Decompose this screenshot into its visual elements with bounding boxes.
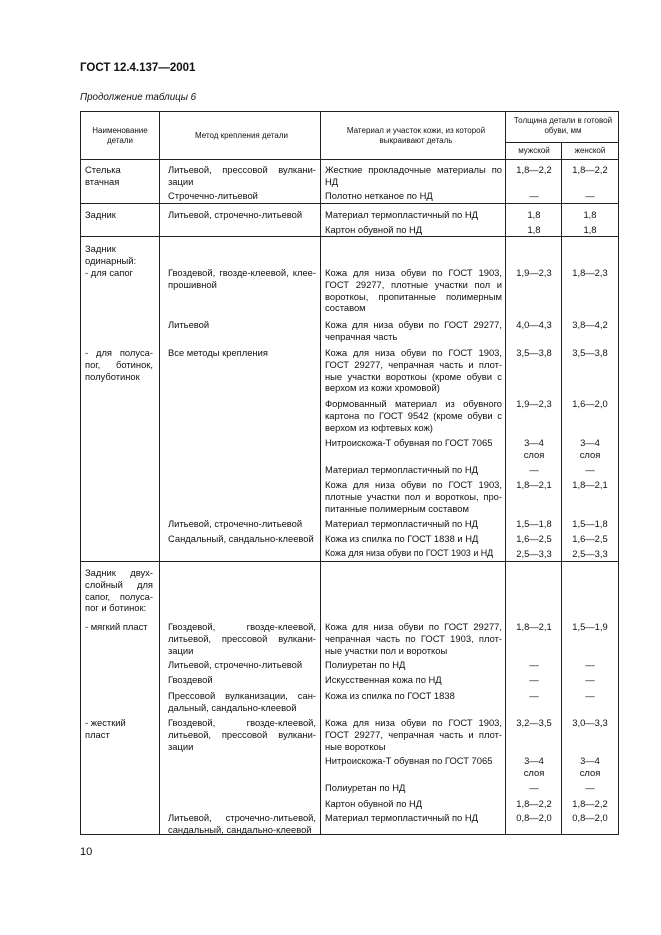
row-name: Задник двух-слойный для сапог, полуса-пог и ботинок: [85, 567, 153, 614]
row-thickness-female: 3—4 слоя [579, 437, 601, 460]
col-divider [561, 142, 562, 834]
row-thickness-male: 1,5—1,8 [516, 518, 552, 529]
col-divider [320, 112, 321, 834]
row-thickness-female: 1,8 [583, 209, 597, 220]
row-name: - для сапог [85, 267, 133, 278]
row-thickness-male: 1,9—2,3 [516, 398, 552, 409]
row-thickness-male: 4,0—4,3 [516, 319, 552, 330]
row-thickness-female: 1,5—1,9 [572, 621, 608, 632]
col-header-name: Наименование детали [92, 126, 148, 145]
row-thickness-female: — [585, 782, 595, 793]
row-thickness-male: 1,8 [527, 224, 541, 235]
row-material: Полиуретан по НД [325, 659, 406, 670]
row-thickness-male: — [529, 674, 539, 685]
row-material: Кожа для низа обуви по ГОСТ 1903, ГОСТ 29277, чепрачная часть и плот-ные вороткоы [325, 717, 502, 752]
row-material: Материал термопластичный по НД [325, 464, 478, 475]
row-thickness-male: 1,8—2,1 [516, 479, 552, 490]
row-thickness-female: 1,8 [583, 224, 597, 235]
document-header: ГОСТ 12.4.137—2001 [80, 62, 196, 74]
row-thickness-female: 0,8—2,0 [572, 812, 608, 823]
row-material: Кожа для низа обуви по ГОСТ 1903, ГОСТ 29277, чепрачная часть и плот-ные участки вороткоы (кроме обуви с верхом из кожи хромовой) [325, 347, 502, 394]
col-header-material: Материал и участок кожи, из которой выкраивают деталь [346, 126, 486, 145]
row-method: Литьевой, прессовой вулкани-зации [168, 164, 316, 187]
row-thickness-female: 3—4 слоя [579, 755, 601, 778]
row-method: Литьевой, строчечно-литьевой, сандальный, сандально-клеевой [168, 812, 316, 835]
row-material: Нитроискожа-Т обувная по ГОСТ 7065 [325, 437, 493, 448]
row-method: Литьевой [168, 319, 210, 330]
row-thickness-male: — [529, 659, 539, 670]
row-method: Литьевой, строчечно-литьевой [168, 518, 303, 529]
row-method: Строчечно-литьевой [168, 190, 258, 201]
row-method: Гвоздевой [168, 674, 213, 685]
row-thickness-male: 3—4 слоя [523, 437, 545, 460]
row-thickness-female: — [585, 659, 595, 670]
row-material: Кожа для низа обуви по ГОСТ 1903, ГОСТ 29277, плотные участки пол и вороткоы, пропитанные полимерным составом [325, 267, 502, 314]
row-thickness-female: 1,6—2,0 [572, 398, 608, 409]
row-thickness-female: 1,5—1,8 [572, 518, 608, 529]
row-thickness-female: 1,8—2,2 [572, 798, 608, 809]
col-header-thickness: Толщина детали в готовой обуви, мм [513, 116, 613, 135]
row-thickness-female: — [585, 674, 595, 685]
col-divider [505, 112, 506, 834]
section-divider [81, 236, 618, 237]
row-thickness-male: 1,8—2,2 [516, 164, 552, 175]
row-material: Формованный материал из обувного картона по ГОСТ 9542 (кроме обуви с верхом из юфтевых кож) [325, 398, 502, 433]
row-name: Задник [85, 209, 116, 220]
row-thickness-male: — [529, 690, 539, 701]
row-method: Гвоздевой, гвозде-клеевой, литьевой, прессовой вулкани-зации [168, 621, 316, 656]
materials-table [80, 111, 619, 835]
table-continuation-caption: Продолжение таблицы 6 [80, 92, 197, 103]
table-header [81, 112, 618, 160]
row-thickness-male: 3—4 слоя [523, 755, 545, 778]
row-thickness-female: — [585, 690, 595, 701]
row-material: Кожа для низа обуви по ГОСТ 29277, чепрачная часть по ГОСТ 1903, плот-ные участки пол и вороткоы [325, 621, 502, 656]
row-material: Искусственная кожа по НД [325, 674, 442, 685]
row-material: Картон обувной по НД [325, 224, 423, 235]
row-material: Нитроискожа-Т обувная по ГОСТ 7065 [325, 755, 493, 766]
row-material: Материал термопластичный по НД [325, 518, 478, 529]
row-name: - для полуса-пог, ботинок, полуботинок [85, 347, 153, 382]
row-thickness-female: 3,0—3,3 [572, 717, 608, 728]
row-thickness-male: 2,5—3,3 [516, 548, 552, 559]
row-thickness-female: 1,8—2,3 [572, 267, 608, 278]
row-thickness-male: — [529, 464, 539, 475]
row-thickness-male: 3,2—3,5 [516, 717, 552, 728]
row-material: Материал термопластичный по НД [325, 812, 478, 823]
row-thickness-male: 0,8—2,0 [516, 812, 552, 823]
row-thickness-female: 2,5—3,3 [572, 548, 608, 559]
col-divider [159, 112, 160, 834]
row-thickness-female: — [585, 464, 595, 475]
row-material: Кожа из спилка по ГОСТ 1838 [325, 690, 455, 701]
col-header-female: женской [574, 146, 606, 155]
col-header-male: мужской [518, 146, 550, 155]
row-thickness-male: 1,8—2,1 [516, 621, 552, 632]
row-method: Сандальный, сандально-клеевой [168, 533, 314, 544]
row-material: Жесткие прокладочные материалы по НД [325, 164, 502, 187]
row-material: Полотно нетканое по НД [325, 190, 433, 201]
row-thickness-female: 3,5—3,8 [572, 347, 608, 358]
row-name: - жесткий пласт [85, 717, 126, 740]
row-thickness-female: 3,8—4,2 [572, 319, 608, 330]
row-thickness-male: 1,9—2,3 [516, 267, 552, 278]
row-method: Литьевой, строчечно-литьевой [168, 659, 303, 670]
row-thickness-male: — [529, 782, 539, 793]
row-name: - мягкий пласт [85, 621, 148, 632]
row-name: Стелька втачная [85, 164, 121, 187]
row-method: Гвоздевой, гвозде-клеевой, литьевой, прессовой вулкани-зации [168, 717, 316, 752]
row-thickness-male: 1,8 [527, 209, 541, 220]
row-material: Картон обувной по НД [325, 798, 423, 809]
row-material: Кожа для низа обуви по ГОСТ 1903 и НД [325, 548, 494, 558]
row-thickness-female: 1,8—2,1 [572, 479, 608, 490]
row-material: Материал термопластичный по НД [325, 209, 478, 220]
row-thickness-female: — [585, 190, 595, 201]
row-thickness-male: 3,5—3,8 [516, 347, 552, 358]
row-name: Задник одинарный: [85, 243, 137, 266]
section-divider [81, 203, 618, 204]
row-thickness-male: 1,6—2,5 [516, 533, 552, 544]
row-method: Гвоздевой, гвозде-клеевой, клее-прошивной [168, 267, 316, 290]
header-subdivider [506, 142, 618, 143]
row-thickness-female: 1,8—2,2 [572, 164, 608, 175]
row-method: Литьевой, строчечно-литьевой [168, 209, 303, 220]
row-method: Прессовой вулканизации, сан-дальный, сандально-клеевой [168, 690, 316, 713]
row-material: Кожа для низа обуви по ГОСТ 29277, чепрачная часть [325, 319, 502, 342]
row-material: Кожа из спилка по ГОСТ 1838 и НД [325, 533, 479, 544]
row-material: Полиуретан по НД [325, 782, 406, 793]
section-divider [81, 561, 618, 562]
row-thickness-male: 1,8—2,2 [516, 798, 552, 809]
page-number: 10 [80, 846, 93, 858]
row-thickness-male: — [529, 190, 539, 201]
row-material: Кожа для низа обуви по ГОСТ 1903, плотные участки пол и вороткоы, про-питанные полимерным составом [325, 479, 502, 514]
row-thickness-female: 1,6—2,5 [572, 533, 608, 544]
col-header-method: Метод крепления детали [195, 131, 288, 140]
row-method: Все методы крепления [168, 347, 268, 358]
